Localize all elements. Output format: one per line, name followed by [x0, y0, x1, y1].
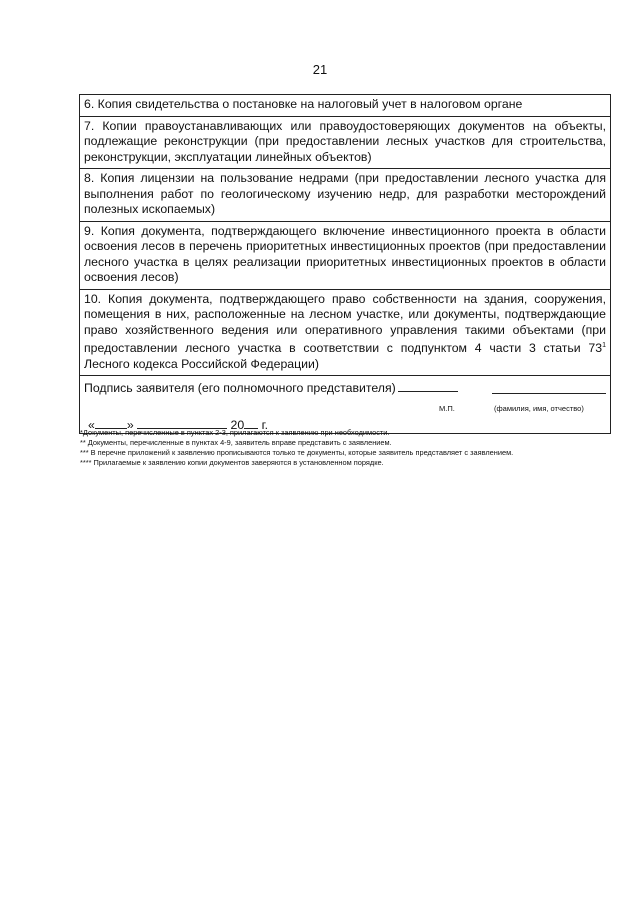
table-row [80, 169, 611, 222]
table-row [80, 221, 611, 289]
quote-open: « [88, 418, 95, 433]
attachment-item-8: 8. Копия лицензии на пользование недрами (при предоставлении лесного участка для выполнения работ по геологическому изучению недр, для разработки месторождений полезных ископаемых) [80, 169, 611, 222]
page-number: 21 [312, 62, 328, 77]
signature-line [84, 380, 458, 397]
attachment-item-10 [80, 289, 611, 376]
item-10-text-end: Лесного кодекса Российской Федерации) [84, 356, 319, 371]
signature-row [80, 376, 611, 434]
table-row [80, 116, 611, 169]
footnote-2: ** Документы, перечисленные в пунктах 4-9, заявитель вправе представить с заявлением. [80, 438, 392, 447]
signature-cell [80, 376, 611, 434]
table-row [80, 289, 611, 376]
quote-close: » [126, 418, 134, 433]
name-field[interactable] [492, 393, 606, 394]
year-prefix: 20 [230, 418, 245, 433]
stamp-place-label: М.П. [439, 404, 455, 414]
attachments-table [79, 94, 611, 434]
footnote-4: **** Прилагаемые к заявлению копии документов заверяются в установленном порядке. [80, 458, 384, 467]
attachment-item-9: 9. Копия документа, подтверждающего включение инвестиционного проекта в области освоения лесов в перечень приоритетных инвестиционных проектов (при предоставлении лесного участка в целях реализации приоритетных инвестиционных проектов в области освоения лесов) [80, 221, 611, 289]
footnote-3: *** В перечне приложений к заявлению прописываются только те документы, которые заявитель представляет с заявлением. [80, 448, 514, 457]
item-10-superscript: 1 [602, 342, 606, 349]
table-row [80, 95, 611, 117]
attachment-item-7: 7. Копии правоустанавливающих или правоудостоверяющих документов на объекты, подлежащие реконструкции (при предоставлении лесных участков для строительства, реконструкции, эксплуатации линейных объектов) [80, 116, 611, 169]
item-10-text: 10. Копия документа, подтверждающего право собственности на здания, сооружения, помещения в них, расположенные на лесном участке, или документы, подтверждающие право хозяйственного ведения или оперативного управления такими объектами (при предоставлении лесного участка в соответствии с подпунктом 4 части 3 статьи 73 [84, 291, 606, 356]
footnotes [80, 428, 620, 468]
year-suffix: г. [261, 418, 269, 433]
full-name-label: (фамилия, имя, отчество) [494, 404, 584, 414]
signature-field[interactable] [398, 380, 458, 392]
footnote-1: *Документы, перечисленные в пунктах 2-3, прилагаются к заявлению при необходимости. [80, 428, 390, 437]
signature-label: Подпись заявителя (его полномочного представителя) [84, 381, 396, 396]
attachment-item-6: 6. Копия свидетельства о постановке на налоговый учет в налоговом органе [80, 95, 611, 117]
